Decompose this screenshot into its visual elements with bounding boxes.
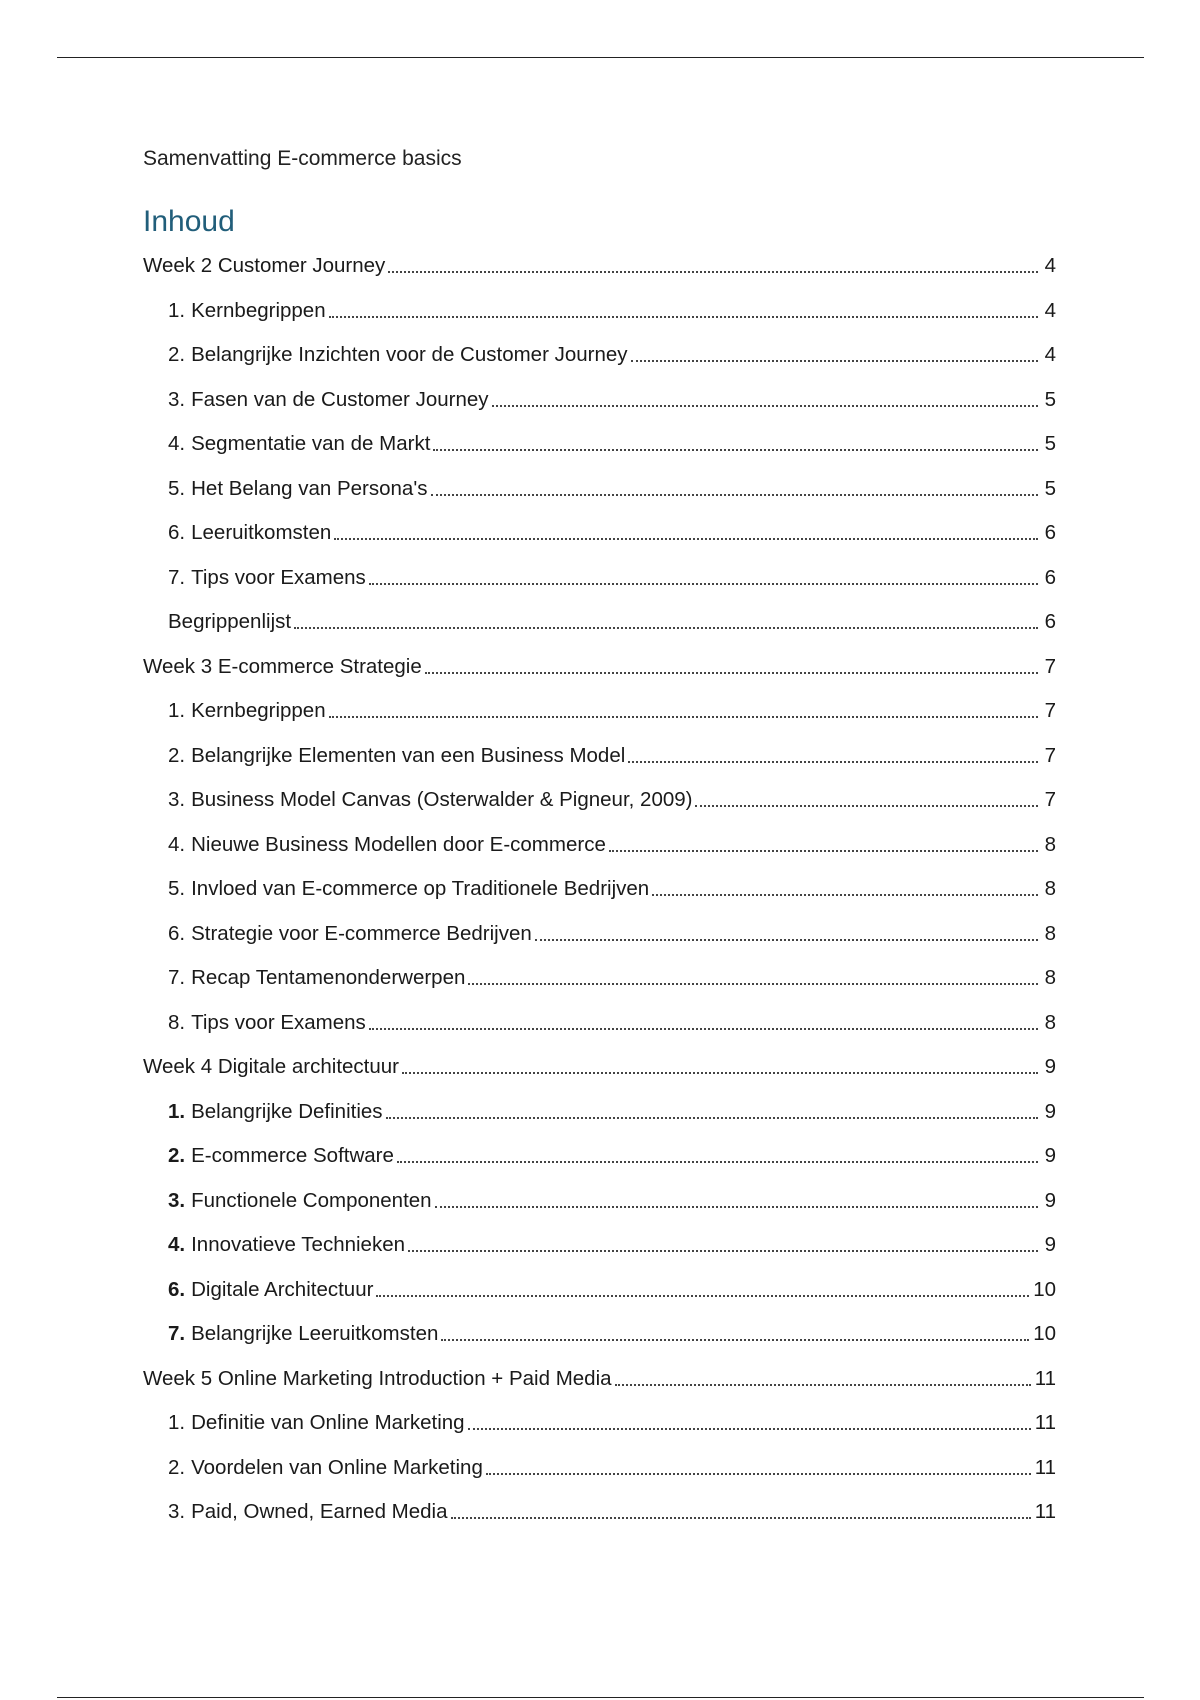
toc-entry-title: Het Belang van Persona's <box>191 476 428 500</box>
toc-dot-leader <box>408 1230 1038 1252</box>
toc-entry-number: 2. <box>168 743 186 767</box>
toc-entry-title: Innovatieve Technieken <box>191 1233 405 1257</box>
toc-page-number: 7 <box>1044 654 1056 678</box>
toc-entry-number: 3. <box>168 1188 186 1212</box>
toc-dot-leader <box>492 385 1038 407</box>
toc-page-number: 8 <box>1044 966 1056 990</box>
header-rule <box>57 57 1144 58</box>
toc-dot-leader <box>376 1275 1029 1297</box>
toc-entry-number: 3. <box>168 387 186 411</box>
toc-page-number: 9 <box>1044 1055 1056 1079</box>
toc-page-number: 8 <box>1044 832 1056 856</box>
toc-subsection-link[interactable] <box>143 1223 1056 1268</box>
toc-subsection-link[interactable] <box>143 289 1056 334</box>
toc-entry-title: Belangrijke Elementen van een Business Model <box>191 743 626 767</box>
toc-entry-number: 8. <box>168 1010 186 1034</box>
toc-entry-title: Invloed van E-commerce op Traditionele Bedrijven <box>191 877 650 901</box>
toc-subsection-link[interactable] <box>143 1268 1056 1313</box>
toc-entry-title: Week 4 Digitale architectuur <box>143 1055 399 1079</box>
toc-subsection-link[interactable] <box>143 1401 1056 1446</box>
toc-dot-leader <box>294 607 1038 629</box>
toc-subsection-link[interactable] <box>143 734 1056 779</box>
toc-page-number: 7 <box>1044 699 1056 723</box>
toc-page-number: 10 <box>1033 1277 1056 1301</box>
toc-subsection-link[interactable] <box>143 556 1056 601</box>
toc-dot-leader <box>468 963 1038 985</box>
toc-dot-leader <box>431 474 1039 496</box>
toc-page-number: 4 <box>1044 298 1056 322</box>
toc-page-number: 8 <box>1044 877 1056 901</box>
toc-entry-title: Functionele Componenten <box>191 1188 432 1212</box>
toc-page-number: 6 <box>1044 565 1056 589</box>
toc-subsection-link[interactable] <box>143 378 1056 423</box>
toc-dot-leader <box>334 518 1038 540</box>
toc-entry-number: 2. <box>168 343 186 367</box>
toc-subsection-link[interactable] <box>143 823 1056 868</box>
toc-entry-title: Kernbegrippen <box>191 298 326 322</box>
toc-page-number: 8 <box>1044 1010 1056 1034</box>
toc-entry-number: 7. <box>168 1322 186 1346</box>
toc-entry-title: Tips voor Examens <box>191 1010 366 1034</box>
toc-entry-title: Fasen van de Customer Journey <box>191 387 489 411</box>
toc-page-number: 7 <box>1044 788 1056 812</box>
toc-entry-number: 2. <box>168 1144 186 1168</box>
toc-dot-leader <box>329 696 1038 718</box>
toc-entry-number: 1. <box>168 1411 186 1435</box>
toc-entry-title: Begrippenlijst <box>168 610 292 634</box>
toc-heading: Inhoud <box>143 205 235 238</box>
toc-subsection-link[interactable] <box>143 912 1056 957</box>
toc-dot-leader <box>615 1364 1031 1386</box>
toc-entry-title: Voordelen van Online Marketing <box>191 1455 483 1479</box>
toc-page-number: 6 <box>1044 610 1056 634</box>
toc-page-number: 11 <box>1034 1411 1056 1435</box>
toc-page-number: 9 <box>1044 1233 1056 1257</box>
toc-entry-number: 1. <box>168 298 186 322</box>
toc-dot-leader <box>628 741 1038 763</box>
toc-dot-leader <box>631 340 1038 362</box>
toc-dot-leader <box>329 296 1038 318</box>
toc-page-number: 5 <box>1044 476 1056 500</box>
table-of-contents <box>143 244 1056 1535</box>
toc-subsection-link[interactable] <box>143 1490 1056 1535</box>
toc-page-number: 10 <box>1033 1322 1056 1346</box>
toc-entry-title: Recap Tentamenonderwerpen <box>191 966 466 990</box>
document-title: Samenvatting E-commerce basics <box>143 147 462 170</box>
toc-dot-leader <box>402 1052 1038 1074</box>
toc-subsection-link[interactable] <box>143 511 1056 556</box>
toc-dot-leader <box>425 652 1038 674</box>
toc-entry-number: 6. <box>168 921 186 945</box>
toc-dot-leader <box>369 563 1038 585</box>
toc-subsection-link[interactable] <box>143 1134 1056 1179</box>
toc-dot-leader <box>652 874 1038 896</box>
toc-subsection-link[interactable] <box>143 956 1056 1001</box>
toc-entry-number: 1. <box>168 699 186 723</box>
toc-entry-title: Week 5 Online Marketing Introduction + Paid Media <box>143 1366 612 1390</box>
toc-entry-title: Belangrijke Inzichten voor de Customer Journey <box>191 343 628 367</box>
toc-subsection-link[interactable] <box>143 1312 1056 1357</box>
toc-page-number: 8 <box>1044 921 1056 945</box>
toc-subsection-link[interactable] <box>143 1179 1056 1224</box>
toc-entry-title: Business Model Canvas (Osterwalder & Pigneur, 2009) <box>191 788 693 812</box>
toc-entry-number: 4. <box>168 432 186 456</box>
toc-page-number: 7 <box>1044 743 1056 767</box>
toc-entry-title: Week 2 Customer Journey <box>143 254 386 278</box>
toc-dot-leader <box>435 1186 1038 1208</box>
toc-entry-title: Leeruitkomsten <box>191 521 332 545</box>
toc-dot-leader <box>535 919 1038 941</box>
toc-dot-leader <box>386 1097 1038 1119</box>
toc-entry-title: Segmentatie van de Markt <box>191 432 431 456</box>
toc-dot-leader <box>388 251 1038 273</box>
toc-subsection-link[interactable] <box>143 1001 1056 1046</box>
toc-page-number: 5 <box>1044 432 1056 456</box>
toc-dot-leader <box>695 785 1038 807</box>
toc-entry-number: 3. <box>168 1500 186 1524</box>
toc-page-number: 4 <box>1044 254 1056 278</box>
toc-entry-title: Paid, Owned, Earned Media <box>191 1500 448 1524</box>
toc-entry-title: Nieuwe Business Modellen door E-commerce <box>191 832 606 856</box>
toc-subsection-link[interactable] <box>143 422 1056 467</box>
toc-entry-number: 7. <box>168 966 186 990</box>
toc-subsection-link[interactable] <box>143 333 1056 378</box>
toc-entry-title: Belangrijke Definities <box>191 1099 383 1123</box>
toc-subsection-link[interactable] <box>143 1090 1056 1135</box>
toc-entry-title: Definitie van Online Marketing <box>191 1411 465 1435</box>
toc-dot-leader <box>441 1319 1029 1341</box>
toc-section-link[interactable] <box>143 244 1056 289</box>
toc-page-number: 5 <box>1044 387 1056 411</box>
toc-entry-number: 6. <box>168 1277 186 1301</box>
toc-dot-leader <box>486 1453 1031 1475</box>
toc-entry-title: Tips voor Examens <box>191 565 366 589</box>
toc-entry-number: 5. <box>168 476 186 500</box>
toc-entry-title: Week 3 E-commerce Strategie <box>143 654 422 678</box>
toc-entry-number: 4. <box>168 832 186 856</box>
toc-entry-number: 1. <box>168 1099 186 1123</box>
toc-page-number: 9 <box>1044 1188 1056 1212</box>
toc-entry-number: 5. <box>168 877 186 901</box>
toc-page-number: 11 <box>1034 1455 1056 1479</box>
toc-entry-title: Kernbegrippen <box>191 699 326 723</box>
toc-entry-title: Strategie voor E-commerce Bedrijven <box>191 921 532 945</box>
toc-section-link[interactable] <box>143 645 1056 690</box>
toc-section-link[interactable] <box>143 1045 1056 1090</box>
toc-subsection-link[interactable] <box>143 689 1056 734</box>
toc-entry-title: E-commerce Software <box>191 1144 394 1168</box>
toc-dot-leader <box>433 429 1038 451</box>
toc-page-number: 9 <box>1044 1144 1056 1168</box>
toc-dot-leader <box>451 1497 1031 1519</box>
toc-dot-leader <box>609 830 1038 852</box>
toc-entry-number: 3. <box>168 788 186 812</box>
toc-entry-number: 4. <box>168 1233 186 1257</box>
toc-entry-number: 6. <box>168 521 186 545</box>
toc-page-number: 11 <box>1034 1366 1056 1390</box>
toc-subsection-link[interactable] <box>143 1446 1056 1491</box>
toc-entry-title: Belangrijke Leeruitkomsten <box>191 1322 439 1346</box>
toc-page-number: 6 <box>1044 521 1056 545</box>
toc-page-number: 11 <box>1034 1500 1056 1524</box>
toc-section-link[interactable] <box>143 1357 1056 1402</box>
toc-dot-leader <box>369 1008 1038 1030</box>
toc-subsection-link[interactable] <box>143 600 1056 645</box>
toc-page-number: 4 <box>1044 343 1056 367</box>
toc-subsection-link[interactable] <box>143 467 1056 512</box>
footer-rule <box>57 1697 1144 1698</box>
toc-page-number: 9 <box>1044 1099 1056 1123</box>
toc-subsection-link[interactable] <box>143 778 1056 823</box>
toc-dot-leader <box>468 1408 1031 1430</box>
toc-subsection-link[interactable] <box>143 867 1056 912</box>
toc-dot-leader <box>397 1141 1038 1163</box>
toc-entry-number: 2. <box>168 1455 186 1479</box>
toc-entry-number: 7. <box>168 565 186 589</box>
toc-entry-title: Digitale Architectuur <box>191 1277 374 1301</box>
